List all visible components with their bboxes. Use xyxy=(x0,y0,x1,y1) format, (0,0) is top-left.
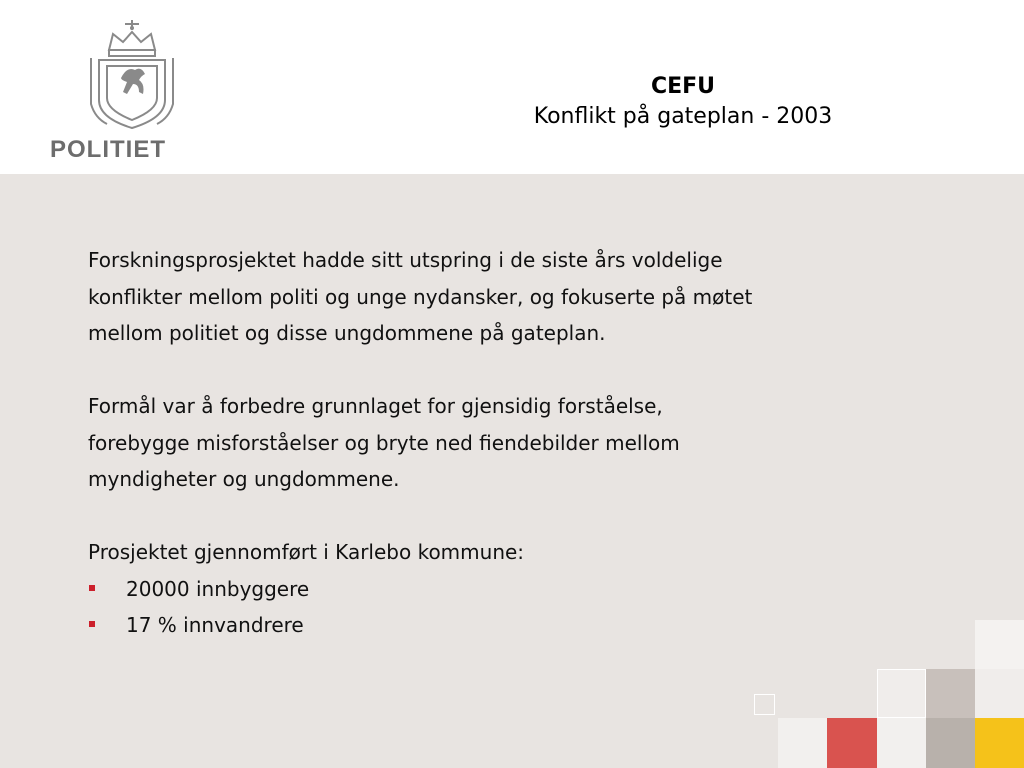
decor-tile xyxy=(877,718,926,768)
decor-tile-photo xyxy=(926,718,975,768)
slide-subtitle: Konflikt på gateplan - 2003 xyxy=(533,104,833,129)
decor-tile xyxy=(778,718,827,768)
decor-tile-red xyxy=(827,718,877,768)
title-block xyxy=(400,72,966,132)
text-line: Forskningsprosjektet hadde sitt utspring i de siste års voldelige xyxy=(88,248,723,272)
paragraph-purpose xyxy=(88,388,968,498)
bullet-item xyxy=(88,607,968,644)
slide-header xyxy=(0,0,1024,174)
decor-tile xyxy=(877,669,926,718)
text-line: Formål var å forbedre grunnlaget for gjensidig forståelse, xyxy=(88,394,663,418)
text-line: mellom politiet og disse ungdommene på gateplan. xyxy=(88,321,606,345)
text-line: forebygge misforståelser og bryte ned fiendebilder mellom xyxy=(88,430,680,455)
decor-outline-square xyxy=(754,694,775,715)
paragraph-origin xyxy=(88,242,968,352)
decor-tile xyxy=(975,620,1024,669)
decor-tile-yellow xyxy=(975,718,1024,768)
slide-title: CEFU xyxy=(650,74,716,99)
bullet-text: 17 % innvandrere xyxy=(126,613,304,637)
bullet-square-icon xyxy=(89,585,95,591)
decor-tile xyxy=(975,669,1024,718)
text-line: myndigheter og ungdommene. xyxy=(88,467,400,491)
bullet-item xyxy=(88,571,968,608)
bullet-text: 20000 innbyggere xyxy=(126,576,310,601)
decor-tile xyxy=(926,669,975,718)
slide-body xyxy=(88,242,968,644)
logo-wordmark: POLITIET xyxy=(50,136,166,163)
coat-of-arms-icon xyxy=(85,20,179,130)
paragraph-location: Prosjektet gjennomført i Karlebo kommune: xyxy=(88,540,525,564)
bullet-square-icon xyxy=(89,621,95,627)
politiet-logo xyxy=(48,20,212,166)
text-line: konflikter mellom politi og unge nydansker, og fokuserte på møtet xyxy=(88,284,753,309)
